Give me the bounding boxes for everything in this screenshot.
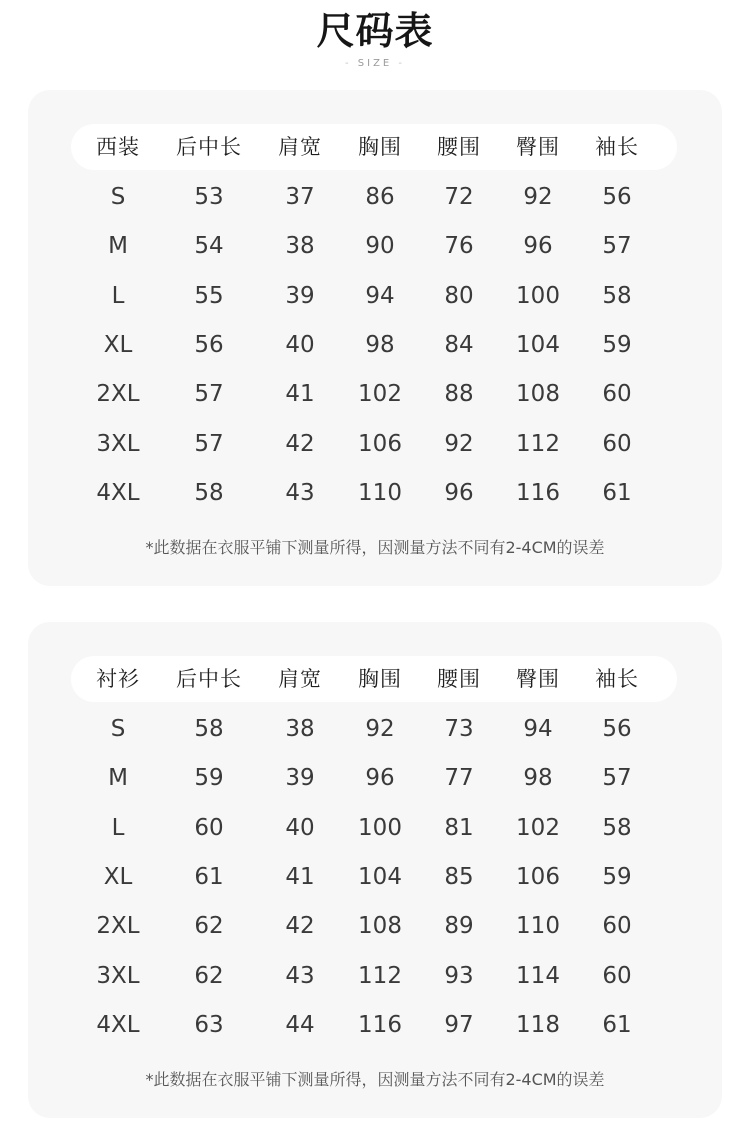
table-cell: 100 <box>358 815 402 841</box>
table-cell: 90 <box>365 233 395 259</box>
table-cell: 110 <box>358 480 402 506</box>
table-cell: 60 <box>602 431 632 457</box>
size-label-cell: 4XL <box>96 480 140 506</box>
table-cell: 62 <box>194 913 224 939</box>
table-cell: 43 <box>285 963 315 989</box>
table-cell: 102 <box>516 815 560 841</box>
table-cell: 94 <box>365 283 395 309</box>
size-label-cell: XL <box>103 332 133 358</box>
table-cell: 81 <box>444 815 474 841</box>
size-label-cell: 2XL <box>96 381 140 407</box>
table-cell: 92 <box>523 184 553 210</box>
table-cell: 55 <box>194 283 224 309</box>
table-cell: 59 <box>194 765 224 791</box>
table-cell: 104 <box>516 332 560 358</box>
table-cell: 53 <box>194 184 224 210</box>
table-cell: 110 <box>516 913 560 939</box>
table-cell: 76 <box>444 233 474 259</box>
table-cell: 118 <box>516 1012 560 1038</box>
table-cell: 39 <box>285 765 315 791</box>
table-cell: 59 <box>602 332 632 358</box>
table-cell: 61 <box>602 480 632 506</box>
table-cell: 112 <box>358 963 402 989</box>
header-cell: 西装 <box>96 135 140 159</box>
header-cell: 肩宽 <box>278 135 322 159</box>
header-cell: 腰围 <box>437 135 481 159</box>
header-cell: 胸围 <box>358 667 402 691</box>
table-cell: 39 <box>285 283 315 309</box>
table-cell: 56 <box>194 332 224 358</box>
table-cell: 62 <box>194 963 224 989</box>
table-cell: 58 <box>602 283 632 309</box>
table-cell: 63 <box>194 1012 224 1038</box>
page-title: 尺码表 <box>316 8 434 53</box>
table-cell: 60 <box>194 815 224 841</box>
table-cell: 38 <box>285 716 315 742</box>
table-cell: 106 <box>516 864 560 890</box>
table-cell: 61 <box>602 1012 632 1038</box>
table-cell: 58 <box>194 716 224 742</box>
table-cell: 88 <box>444 381 474 407</box>
size-label-cell: M <box>108 765 128 791</box>
measurement-note: *此数据在衣服平铺下测量所得，因测量方法不同有2-4CM的误差 <box>145 538 605 557</box>
header-cell: 衬衫 <box>96 667 140 691</box>
header-cell: 臀围 <box>516 667 560 691</box>
size-label-cell: M <box>108 233 128 259</box>
table-cell: 60 <box>602 381 632 407</box>
table-cell: 108 <box>358 913 402 939</box>
table-cell: 43 <box>285 480 315 506</box>
table-cell: 92 <box>444 431 474 457</box>
size-label-cell: S <box>110 716 126 742</box>
table-cell: 37 <box>285 184 315 210</box>
table-cell: 106 <box>358 431 402 457</box>
size-label-cell: L <box>111 283 125 309</box>
header-cell: 胸围 <box>358 135 402 159</box>
table-cell: 96 <box>444 480 474 506</box>
header-cell: 后中长 <box>176 135 242 159</box>
size-label-cell: XL <box>103 864 133 890</box>
table-cell: 73 <box>444 716 474 742</box>
table-cell: 80 <box>444 283 474 309</box>
table-cell: 38 <box>285 233 315 259</box>
table-cell: 57 <box>602 233 632 259</box>
size-label-cell: S <box>110 184 126 210</box>
page-subtitle: - SIZE - <box>344 58 406 69</box>
table-cell: 116 <box>516 480 560 506</box>
table-cell: 100 <box>516 283 560 309</box>
table-cell: 59 <box>602 864 632 890</box>
header-cell: 腰围 <box>437 667 481 691</box>
header-cell: 臀围 <box>516 135 560 159</box>
table-cell: 58 <box>194 480 224 506</box>
table-cell: 112 <box>516 431 560 457</box>
table-cell: 72 <box>444 184 474 210</box>
table-cell: 102 <box>358 381 402 407</box>
table-cell: 57 <box>194 381 224 407</box>
header-cell: 袖长 <box>595 135 639 159</box>
table-cell: 41 <box>285 864 315 890</box>
size-label-cell: 3XL <box>96 963 140 989</box>
table-cell: 44 <box>285 1012 315 1038</box>
table-cell: 58 <box>602 815 632 841</box>
header-cell: 肩宽 <box>278 667 322 691</box>
table-cell: 56 <box>602 716 632 742</box>
table-cell: 96 <box>523 233 553 259</box>
header-cell: 袖长 <box>595 667 639 691</box>
table-cell: 60 <box>602 963 632 989</box>
table-cell: 97 <box>444 1012 474 1038</box>
table-cell: 104 <box>358 864 402 890</box>
table-cell: 42 <box>285 913 315 939</box>
table-cell: 86 <box>365 184 395 210</box>
subtitle-text: SIZE <box>357 58 393 69</box>
table-cell: 61 <box>194 864 224 890</box>
table-cell: 60 <box>602 913 632 939</box>
table-cell: 92 <box>365 716 395 742</box>
table-cell: 108 <box>516 381 560 407</box>
table-cell: 116 <box>358 1012 402 1038</box>
table-cell: 84 <box>444 332 474 358</box>
size-label-cell: 4XL <box>96 1012 140 1038</box>
table-cell: 54 <box>194 233 224 259</box>
table-cell: 42 <box>285 431 315 457</box>
table-cell: 93 <box>444 963 474 989</box>
measurement-note: *此数据在衣服平铺下测量所得，因测量方法不同有2-4CM的误差 <box>145 1070 605 1089</box>
table-cell: 89 <box>444 913 474 939</box>
table-cell: 77 <box>444 765 474 791</box>
header-cell: 后中长 <box>176 667 242 691</box>
table-cell: 114 <box>516 963 560 989</box>
table-cell: 98 <box>523 765 553 791</box>
table-cell: 94 <box>523 716 553 742</box>
table-cell: 40 <box>285 332 315 358</box>
table-cell: 40 <box>285 815 315 841</box>
size-label-cell: 2XL <box>96 913 140 939</box>
table-cell: 57 <box>602 765 632 791</box>
shirt-size-table <box>28 622 722 1118</box>
table-cell: 96 <box>365 765 395 791</box>
table-cell: 98 <box>365 332 395 358</box>
table-cell: 41 <box>285 381 315 407</box>
table-cell: 56 <box>602 184 632 210</box>
table-cell: 85 <box>444 864 474 890</box>
table-cell: 57 <box>194 431 224 457</box>
size-label-cell: 3XL <box>96 431 140 457</box>
size-label-cell: L <box>111 815 125 841</box>
suit-size-table <box>28 90 722 586</box>
